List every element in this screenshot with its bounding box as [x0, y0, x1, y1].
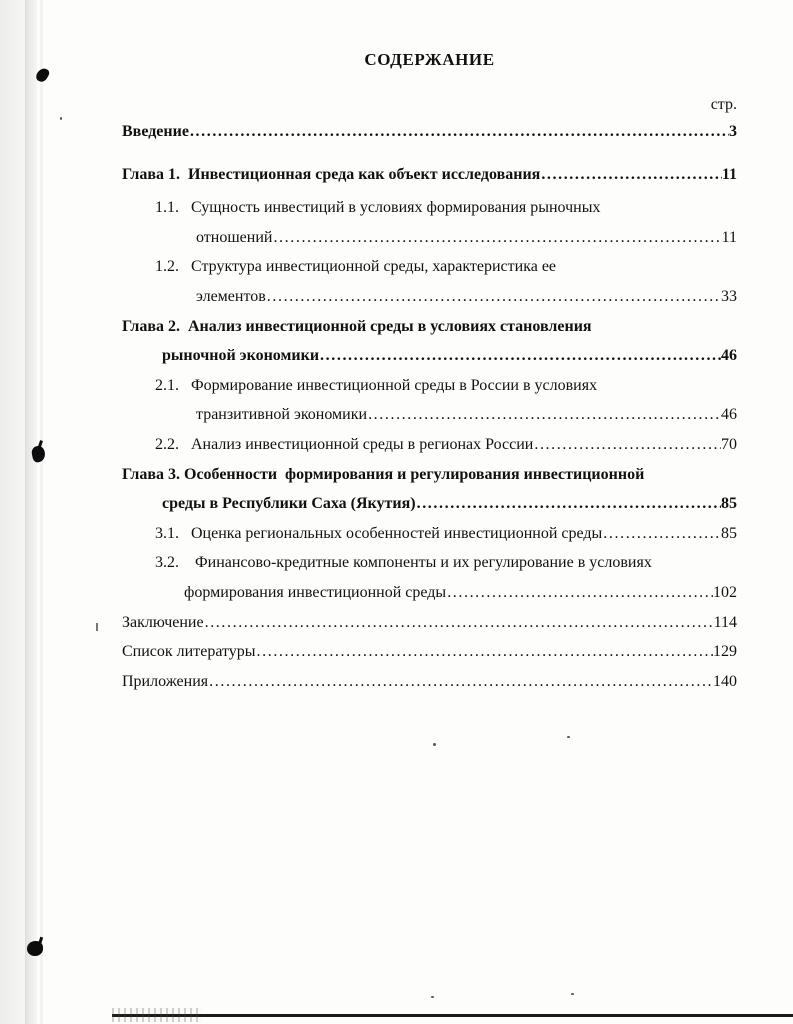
- entry-page: 85: [721, 524, 737, 542]
- scan-speck: [60, 117, 62, 120]
- scan-speck: [431, 996, 434, 998]
- entry-page: 33: [721, 287, 737, 305]
- toc-entry: [122, 282, 737, 312]
- ink-mark-middle: [30, 445, 46, 463]
- entry-text: рыночной экономики: [162, 347, 320, 365]
- scan-edge-streak: [40, 0, 43, 1024]
- entry-page: 3: [729, 123, 737, 140]
- dot-leader: [540, 160, 722, 190]
- scan-speck: [567, 736, 570, 738]
- entry-text: Список литературы: [122, 643, 256, 661]
- toc-entry: [122, 193, 737, 223]
- entry-text: Введение: [122, 123, 189, 140]
- toc-entry: [122, 667, 737, 697]
- scan-edge-left: [0, 0, 26, 1024]
- toc-entry: [122, 430, 737, 460]
- toc-entry: [122, 252, 737, 282]
- entry-page: 46: [721, 347, 737, 365]
- scan-bottom-line: [112, 1014, 793, 1017]
- toc-entry: [122, 578, 737, 608]
- page-column-label: стр.: [710, 96, 737, 113]
- entry-text: отношений: [196, 228, 273, 246]
- toc-entry: [122, 312, 737, 342]
- dot-leader: [256, 637, 713, 667]
- scan-speck: [96, 623, 98, 631]
- entry-page: 70: [721, 435, 737, 453]
- entry-text: Глава 2. Анализ инвестиционной среды в условиях становления: [122, 317, 592, 335]
- entry-page: 114: [713, 613, 737, 631]
- toc-entry: [122, 371, 737, 401]
- entry-text: 2.1. Формирование инвестиционной среды в России в условиях: [155, 376, 598, 394]
- dot-leader: [416, 489, 721, 519]
- toc-entry: [122, 460, 737, 490]
- entry-text: Глава 3. Особенности формирования и регулирования инвестиционной: [122, 465, 645, 483]
- entry-page: 11: [721, 165, 737, 183]
- entry-page: 140: [713, 672, 737, 690]
- page-title: СОДЕРЖАНИЕ: [364, 50, 495, 69]
- entry-text: транзитивной экономики: [196, 406, 368, 424]
- dot-leader: [319, 341, 721, 371]
- dot-leader: [189, 117, 729, 147]
- scan-speck: [571, 993, 574, 995]
- entry-page: 85: [721, 495, 737, 513]
- dot-leader: [367, 400, 721, 430]
- toc-entry: [122, 637, 737, 667]
- entry-text: 1.1. Сущность инвестиций в условиях формирования рыночных: [155, 199, 601, 217]
- toc-entry: [122, 608, 737, 638]
- toc-entry: [122, 117, 737, 147]
- dot-leader: [272, 223, 721, 253]
- scan-speck: [433, 743, 436, 746]
- entry-text: Приложения: [122, 672, 209, 690]
- toc-entry: [122, 341, 737, 371]
- entry-text: среды в Республики Саха (Якутия): [162, 495, 416, 513]
- toc-list: [122, 117, 737, 696]
- entry-text: Глава 1. Инвестиционная среда как объект исследования: [122, 165, 541, 183]
- toc-entry: [122, 519, 737, 549]
- page-content: [122, 50, 737, 696]
- entry-text: 1.2. Структура инвестиционной среды, характеристика ее: [155, 258, 557, 276]
- entry-page: 46: [721, 406, 737, 424]
- ink-mark-bottom: [27, 941, 43, 956]
- dot-leader: [204, 608, 714, 638]
- dot-leader: [446, 578, 713, 608]
- scan-bottom-smudge: [112, 1008, 202, 1022]
- toc-entry: [122, 489, 737, 519]
- entry-text: 2.2. Анализ инвестиционной среды в регионах России: [155, 435, 534, 453]
- entry-text: 3.1. Оценка региональных особенностей инвестиционной среды: [155, 524, 603, 542]
- scan-edge-band: [25, 0, 37, 1024]
- entry-page: 129: [713, 643, 737, 661]
- toc-entry: [122, 400, 737, 430]
- toc-entry: [122, 160, 737, 190]
- entry-page: 102: [713, 583, 737, 601]
- dot-leader: [208, 667, 713, 697]
- dot-leader: [266, 282, 721, 312]
- toc-entry: [122, 223, 737, 253]
- entry-text: 3.2. Финансово-кредитные компоненты и их регулирование в условиях: [155, 554, 652, 572]
- dot-leader: [602, 519, 721, 549]
- entry-text: Заключение: [122, 613, 204, 631]
- entry-text: формирования инвестиционной среды: [184, 583, 447, 601]
- entry-text: элементов: [196, 287, 266, 305]
- dot-leader: [533, 430, 721, 460]
- toc-entry: [122, 548, 737, 578]
- entry-page: 11: [721, 228, 737, 246]
